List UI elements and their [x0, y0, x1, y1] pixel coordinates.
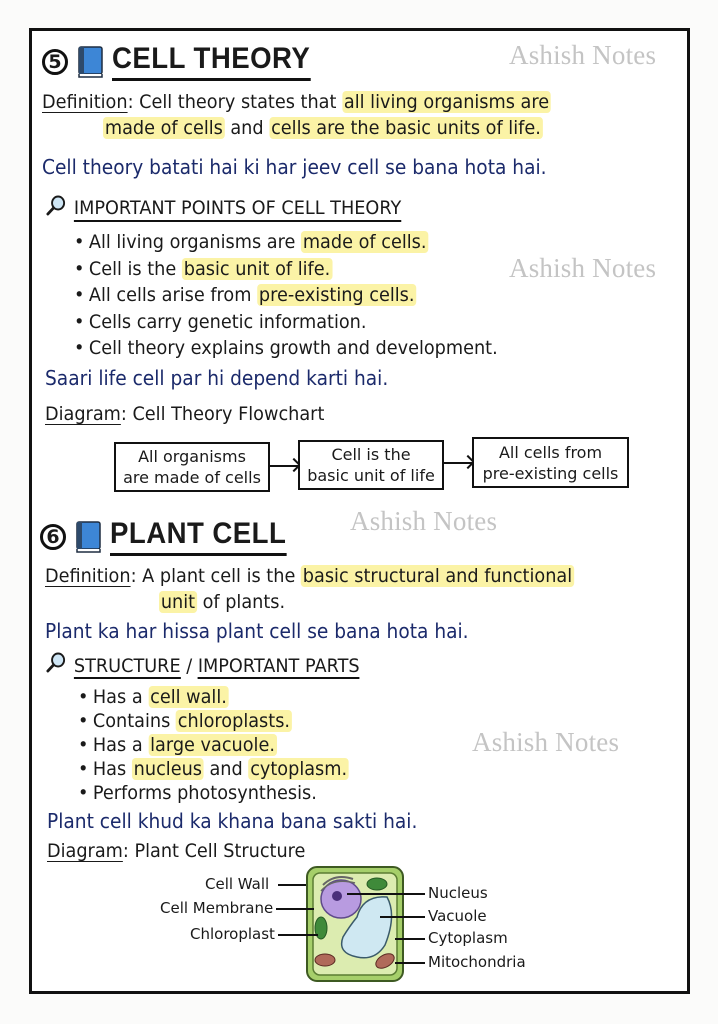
definition-line-2: made of cells and cells are the basic units of life. [104, 117, 541, 139]
parts-list [78, 685, 349, 805]
list-item: • Cell theory explains growth and development. [74, 335, 498, 362]
section-5-heading [42, 42, 328, 81]
parts-heading: STRUCTURE / IMPORTANT PARTS [46, 651, 360, 680]
cell-label-mitochondria: Mitochondria [428, 953, 526, 971]
flowchart-box-1: All organisms are made of cells [114, 442, 270, 492]
highlight: made of cells [104, 117, 223, 139]
cell-label-cell-membrane: Cell Membrane [160, 899, 274, 917]
magnifier-icon [46, 651, 66, 680]
leader-line [380, 916, 425, 918]
cell-label-nucleus: Nucleus [428, 884, 488, 902]
arrow-icon [270, 465, 298, 467]
watermark: Ashish Notes [509, 40, 657, 70]
arrow-icon [444, 462, 472, 464]
leader-line [395, 962, 425, 964]
plant-cell-diagram [305, 865, 405, 983]
watermark: Ashish Notes [350, 506, 498, 536]
section-6-heading [40, 517, 302, 556]
book-icon [74, 521, 102, 553]
leader-line [395, 938, 425, 940]
section-number: 6 [40, 524, 66, 550]
flowchart-box-2: Cell is the basic unit of life [298, 440, 444, 490]
points-list [74, 229, 498, 362]
diagram-caption: Diagram: Cell Theory Flowchart [45, 403, 325, 425]
definition-line-1: Definition: A plant cell is the basic structural and functional [45, 565, 573, 587]
list-item: • Contains chloroplasts. [78, 709, 349, 733]
list-item: • Has nucleus and cytoplasm. [78, 757, 349, 781]
list-item: • Cells carry genetic information. [74, 309, 498, 336]
cell-label-cytoplasm: Cytoplasm [428, 929, 508, 947]
section-title: CELL THEORY [112, 42, 310, 81]
list-item: • Cell is the basic unit of life. [74, 256, 498, 283]
list-item: • Has a large vacuole. [78, 733, 349, 757]
list-item: • Has a cell wall. [78, 685, 349, 709]
leader-line [278, 884, 306, 886]
leader-line [347, 893, 425, 895]
definition-label: Definition [42, 91, 128, 113]
flowchart-box-3: All cells from pre-existing cells [472, 437, 629, 488]
list-item: • All living organisms are made of cells. [74, 229, 498, 256]
cell-label-cell-wall: Cell Wall [205, 875, 270, 893]
hindi-summary: Plant ka har hissa plant cell se bana hota hai. [45, 619, 469, 643]
definition-line-2: unit of plants. [160, 591, 286, 613]
watermark: Ashish Notes [509, 253, 657, 283]
book-icon [76, 46, 104, 78]
cell-label-vacuole: Vacuole [428, 907, 487, 925]
cell-label-chloroplast: Chloroplast [190, 925, 275, 943]
section-number: 5 [42, 49, 68, 75]
leader-line [278, 934, 318, 936]
definition-line-1: Definition: Cell theory states that all living organisms are [42, 91, 550, 113]
leader-line [276, 908, 314, 910]
hindi-summary-2: Plant cell khud ka khana bana sakti hai. [47, 809, 418, 833]
points-heading: IMPORTANT POINTS OF CELL THEORY [46, 194, 401, 223]
highlight: all living organisms are [343, 91, 550, 113]
hindi-summary-2: Saari life cell par hi depend karti hai. [45, 366, 389, 390]
list-item: • All cells arise from pre-existing cells. [74, 282, 498, 309]
magnifier-icon [46, 194, 66, 223]
list-item: • Performs photosynthesis. [78, 781, 349, 805]
diagram-caption: Diagram: Plant Cell Structure [47, 840, 306, 862]
highlight: cells are the basic units of life. [271, 117, 541, 139]
hindi-summary: Cell theory batati hai ki har jeev cell se bana hota hai. [42, 155, 547, 179]
watermark: Ashish Notes [472, 727, 620, 757]
section-title: PLANT CELL [110, 517, 286, 556]
